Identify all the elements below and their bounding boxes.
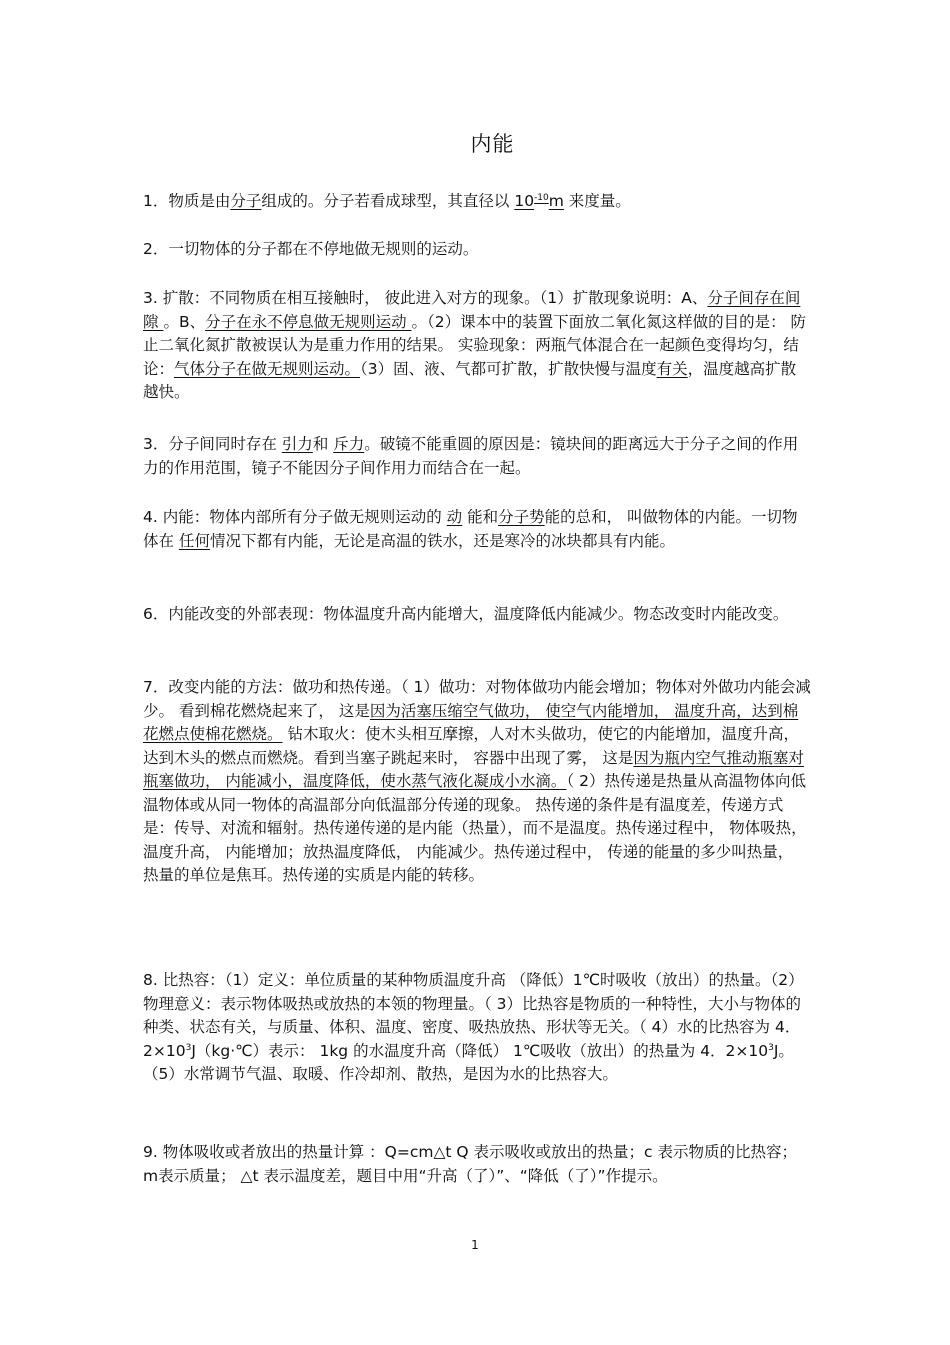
item-4-internal-energy: [143, 506, 811, 553]
superscript-text: 3: [185, 1042, 192, 1053]
text-segment: 组成的。分子若看成球型，其直径以: [261, 192, 515, 210]
text-segment: 6．内能改变的外部表现：物体温度升高内能增大，温度降低内能减少。物态改变时内能改变。: [143, 605, 789, 623]
underlined-answer: 分子: [230, 192, 262, 210]
text-segment: （ 2）热传递是热量从高温物体向低温物体或从同一物体的高温部分向低温部分传递的现象。 热传递的条件是有温度差，传递方式是：传导、对流和辐射。热传递传递的是内能（热量），而不是温度。热传递过程中， 物体吸热， 温度升高， 内能增加；放热温度降低， 内能减少。热传递过程中， 传递的能量的多少叫热量， 热量的单位是焦耳。热传递的实质是内能的转移。: [143, 772, 807, 884]
item-7-ways-to-change-energy: [143, 676, 811, 888]
text-segment: 3. 扩散：不同物质在相互接触时， 彼此进入对方的现象。（1）扩散现象说明：A、: [143, 289, 708, 307]
text-segment: 3．分子间同时存在: [143, 435, 282, 453]
underlined-answer: 引力: [281, 435, 313, 453]
underlined-answer: 斥力: [333, 435, 365, 453]
text-segment: J（kg·℃）表示： 1kg 的水温度升高（降低） 1℃吸收（放出）的热量为 4．2×10: [191, 1041, 769, 1060]
superscript-text: -10: [534, 192, 549, 203]
text-segment: 能和: [462, 508, 499, 526]
item-3-diffusion: [143, 287, 811, 405]
text-segment: 。（2）课本中的装置下面放二氧化氮这样做的目的是： 防止二氧化氮扩散被误认为是重力作用的结果。 实验现象：两瓶气体混合在一起颜色变得均匀，结论：: [143, 312, 807, 378]
text-segment: （3）固、液、气都可扩散，扩散快慢与温度: [360, 359, 657, 378]
underlined-answer: 动: [446, 508, 463, 526]
item-2-molecular-motion: [143, 238, 811, 262]
text-segment: 情况下都有内能，无论是高温的铁水，还是寒冷的冰块都具有内能。: [209, 531, 675, 550]
text-segment: 来度量。: [563, 192, 631, 210]
underlined-answer: 因为活塞压缩空气做功， 使空气内能增加， 温度升高，达到棉花燃点使棉花燃烧。: [143, 701, 799, 743]
underlined-answer: 气体分子在做无规则运动。: [174, 359, 361, 378]
underlined-answer: m: [548, 192, 564, 210]
text-segment: 4. 内能：物体内部所有分子做无规则运动的: [143, 508, 447, 526]
underlined-answer: 分子在永不停息做无规则运动: [205, 312, 412, 331]
underlined-answer: 10: [514, 192, 535, 210]
text-segment: 钻木取火：使木头相互摩擦，人对木头做功，使它的内能增加，温度升高，达到木头的燃点而燃烧。看到当塞子跳起来时， 容器中出现了雾， 这是: [143, 725, 799, 767]
item-9-heat-calculation: [143, 1141, 811, 1188]
underlined-answer: 任何: [178, 531, 210, 550]
text-segment: J。（5）水常调节气温、取暖、作冷却剂、散热，是因为水的比热容大。: [143, 1041, 794, 1083]
superscript-text: 3: [768, 1042, 774, 1053]
text-segment: ，温度越高扩散越快。: [143, 359, 797, 401]
text-segment: 。B、: [163, 312, 206, 331]
item-3-molecular-forces: [143, 433, 811, 480]
item-1-molecules: [143, 190, 811, 214]
underlined-answer: 有关: [656, 359, 688, 378]
page-number: 1: [471, 1238, 479, 1252]
text-segment: 能的总和， 叫做物体的内能。一切物体在: [143, 508, 798, 550]
text-segment: 2．一切物体的分子都在不停地做无规则的运动。: [143, 240, 479, 258]
underlined-answer: 因为瓶内空气推动瓶塞对瓶塞做功， 内能减小，温度降低，使水蒸气液化凝成小水滴。: [143, 748, 804, 790]
page-title: 内能: [470, 132, 515, 156]
text-segment: 1．物质是由: [143, 192, 231, 210]
text-segment: 。破镜不能重圆的原因是：镜块间的距离远大于分子之间的作用力的作用范围，镜子不能因分子间作用力而结合在一起。: [143, 435, 799, 477]
underlined-answer: 分子势: [498, 508, 545, 526]
text-segment: 8. 比热容：（1）定义：单位质量的某种物质温度升高 （降低）1℃时吸收（放出）的热量。（2）物理意义：表示物体吸热或放热的本领的物理量。（ 3）比热容是物质的一种特性，大小与物体的种类、状态有关，与质量、体积、温度、密度、吸热放热、形状等无关。（ 4）水的比热容为 4．2×10: [143, 971, 804, 1060]
item-8-specific-heat: [143, 969, 811, 1087]
text-segment: 和: [312, 435, 334, 453]
underlined-answer: 分子间存在间隙: [143, 289, 801, 331]
text-segment: 7．改变内能的方法：做功和热传递。（ 1）做功：对物体做功内能会增加；物体对外做功内能会减少。 看到棉花燃烧起来了， 这是: [143, 678, 811, 720]
item-6-internal-energy-change: [143, 603, 811, 627]
text-segment: 9. 物体吸收或者放出的热量计算 ：Q=cm△t Q 表示吸收或放出的热量；c 表示物质的比热容； m表示质量； △t 表示温度差，题目中用“升高（了）”、“降低（了）”作提示。: [143, 1143, 797, 1185]
